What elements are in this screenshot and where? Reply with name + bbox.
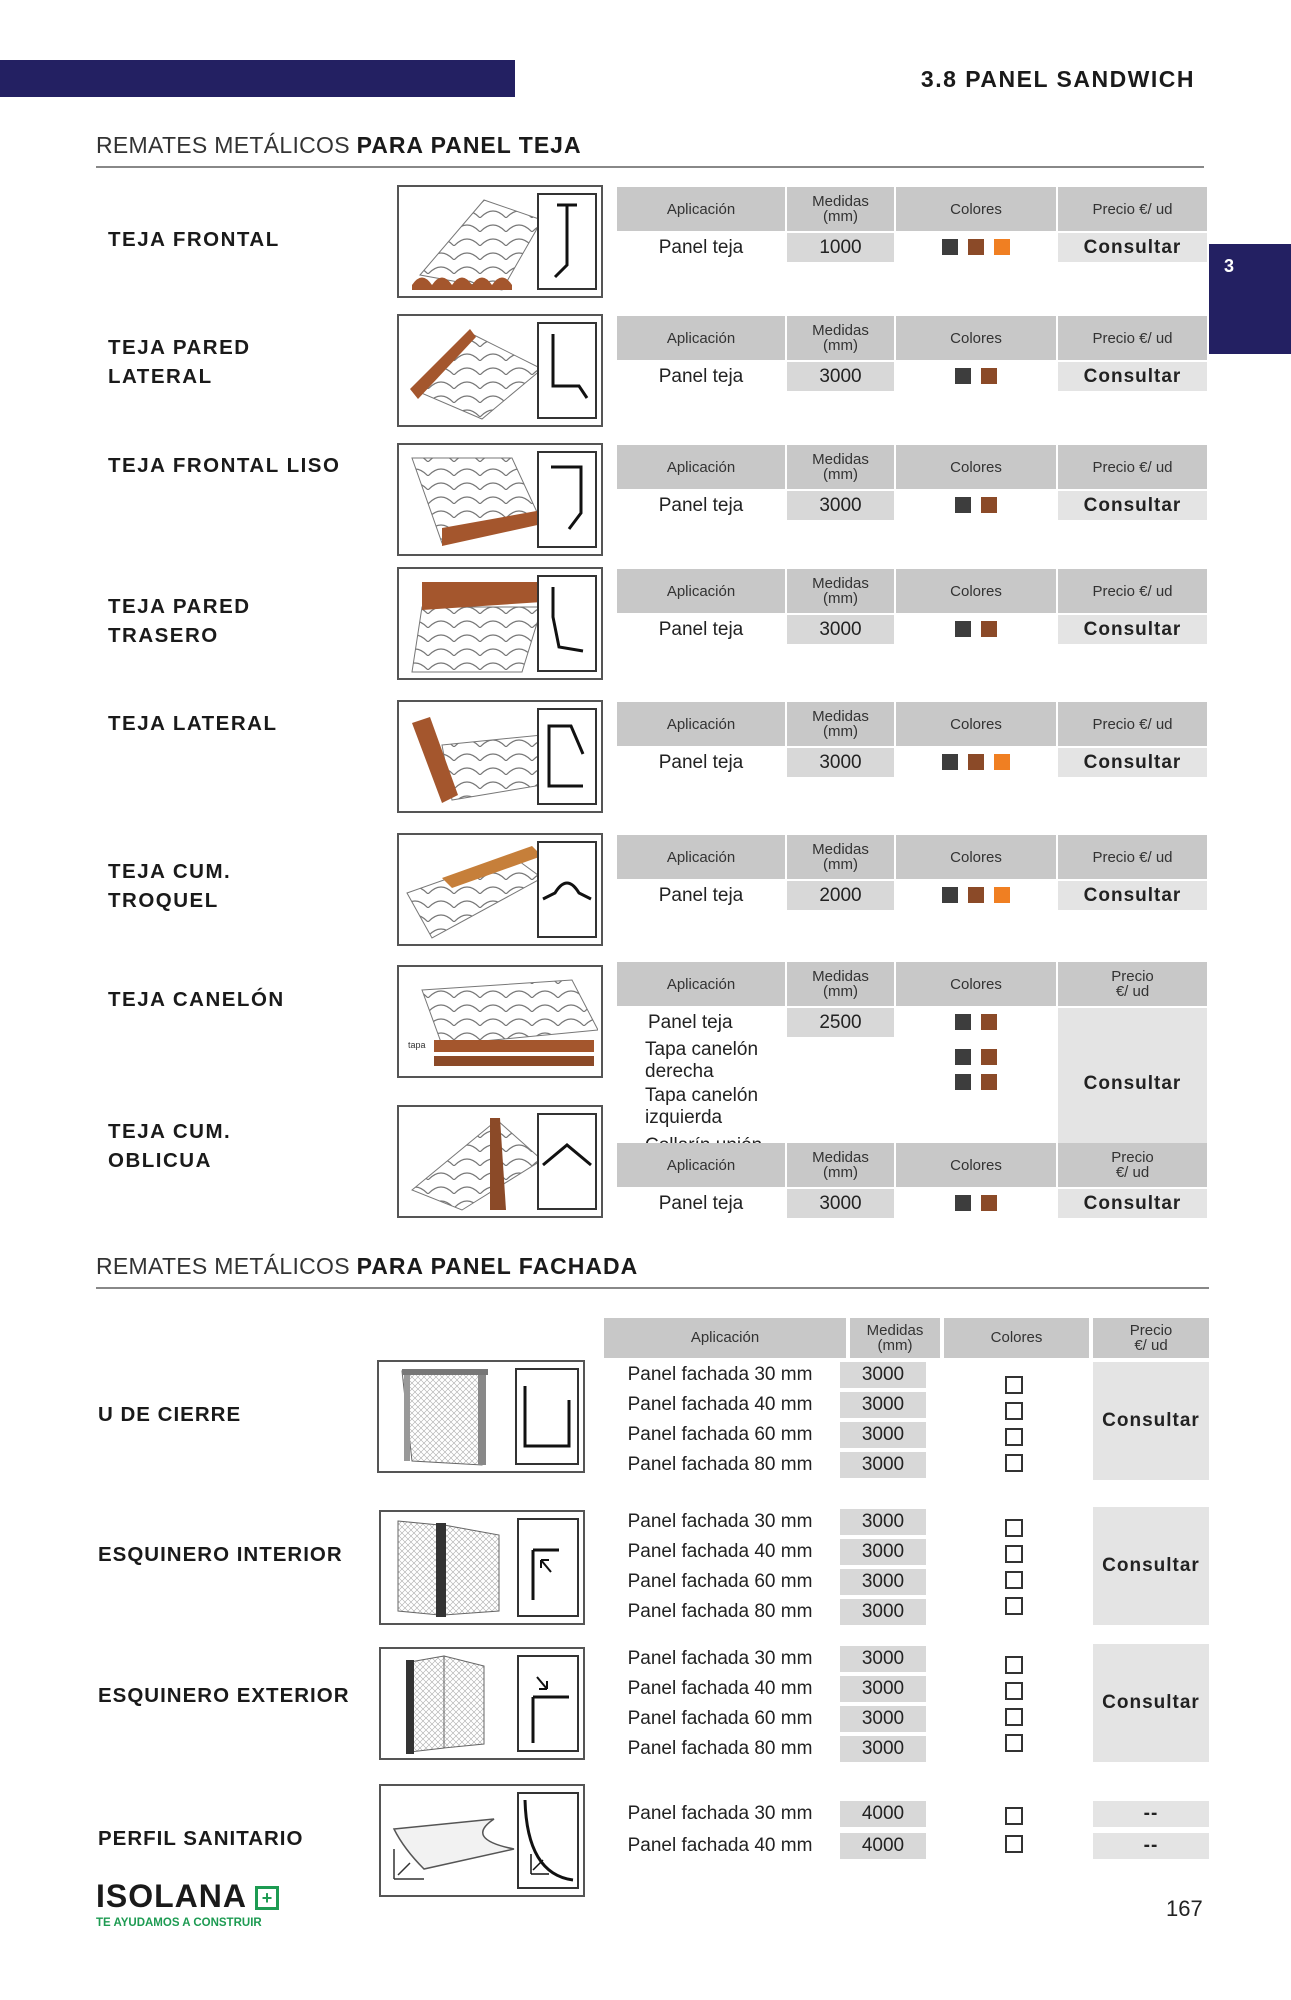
price-cell: Consultar xyxy=(1093,1644,1209,1762)
cell-aplicacion: Panel teja xyxy=(617,233,785,262)
teja-section-title: REMATES METÁLICOS PARA PANEL TEJA xyxy=(96,132,582,158)
white-color-swatch xyxy=(1005,1428,1023,1446)
swatch-dark xyxy=(955,1195,971,1211)
price-cell: Consultar xyxy=(1058,1008,1207,1160)
product-name: TEJA LATERAL xyxy=(108,712,278,735)
cell-medidas: 4000 xyxy=(840,1801,926,1827)
canalon-illustration xyxy=(402,970,598,1073)
fachada-rows xyxy=(604,1507,1209,1631)
tile-roof-illustration xyxy=(402,705,544,808)
cell-medidas: 3000 xyxy=(840,1736,926,1762)
cell-medidas: 2000 xyxy=(787,881,894,910)
fachada-rows xyxy=(604,1360,1209,1484)
cell-aplicacion: Panel teja xyxy=(617,1189,785,1218)
price-cell: Consultar xyxy=(1058,615,1207,644)
white-color-swatch xyxy=(1005,1454,1023,1472)
price-cell: Consultar xyxy=(1058,881,1207,910)
product-name: PERFIL SANITARIO xyxy=(98,1827,304,1850)
cell-aplicacion: Panel teja xyxy=(617,491,785,520)
product-name: ESQUINERO INTERIOR xyxy=(98,1543,343,1566)
cell-aplicacion: Panel fachada 40 mm xyxy=(627,1541,813,1562)
product-name: ESQUINERO EXTERIOR xyxy=(98,1684,350,1707)
col-medidas: Medidas (mm) xyxy=(787,187,894,231)
spec-table xyxy=(615,314,1209,393)
product-image xyxy=(397,314,603,427)
col-colores: Colores xyxy=(896,316,1056,360)
cell-aplicacion: Tapa canelón izquierda xyxy=(617,1085,785,1129)
fachada-rows xyxy=(604,1799,1209,1863)
color-swatches xyxy=(896,362,1056,391)
col-aplicacion: Aplicación xyxy=(617,569,785,613)
profile-section-icon xyxy=(539,1115,595,1210)
color-swatches xyxy=(896,233,1056,262)
profile-section-icon xyxy=(539,577,595,672)
col-aplicacion: Aplicación xyxy=(617,1143,785,1187)
col-precio: Precio €/ ud xyxy=(1058,835,1207,879)
cell-aplicacion: Panel teja xyxy=(617,615,785,644)
col-precio: Precio €/ ud xyxy=(1058,1143,1207,1187)
col-aplicacion: Aplicación xyxy=(617,962,785,1006)
cell-aplicacion: Panel teja xyxy=(617,362,785,391)
swatch-orange xyxy=(994,754,1010,770)
col-medidas: Medidas (mm) xyxy=(850,1318,940,1358)
cell-aplicacion: Tapa canelón derecha xyxy=(617,1039,785,1083)
product-image xyxy=(397,833,603,946)
product-image xyxy=(397,567,603,680)
white-color-swatch xyxy=(1005,1708,1023,1726)
product-image xyxy=(397,965,603,1078)
price-cell: Consultar xyxy=(1058,1189,1207,1218)
spec-table xyxy=(615,833,1209,912)
col-precio: Precio €/ ud xyxy=(1058,569,1207,613)
swatch-brown xyxy=(981,1049,997,1065)
white-color-swatch xyxy=(1005,1734,1023,1752)
spec-table-canelon xyxy=(615,960,1209,1162)
tile-roof-illustration xyxy=(402,319,544,422)
swatch-dark xyxy=(955,621,971,637)
product-name: TEJA CANELÓN xyxy=(108,988,285,1011)
cell-aplicacion: Panel fachada 40 mm xyxy=(627,1835,813,1856)
cell-medidas: 3000 xyxy=(840,1569,926,1595)
product-image xyxy=(379,1784,585,1897)
cell-medidas: 3000 xyxy=(787,615,894,644)
header-bar xyxy=(0,60,515,97)
profile-section-icon xyxy=(519,1520,577,1615)
col-medidas: Medidas (mm) xyxy=(787,1143,894,1187)
swatch-brown xyxy=(968,754,984,770)
swatch-dark xyxy=(942,887,958,903)
product-image xyxy=(397,185,603,298)
cell-medidas: 3000 xyxy=(787,748,894,777)
cell-medidas: 3000 xyxy=(840,1422,926,1448)
col-aplicacion: Aplicación xyxy=(617,316,785,360)
product-name: TEJA FRONTAL LISO xyxy=(108,454,341,477)
page-number: 167 xyxy=(1166,1896,1203,1921)
cell-aplicacion: Panel fachada 80 mm xyxy=(627,1738,813,1759)
product-image xyxy=(379,1647,585,1760)
cell-medidas: 3000 xyxy=(840,1539,926,1565)
cell-aplicacion: Panel fachada 30 mm xyxy=(627,1803,813,1824)
tile-roof-illustration xyxy=(402,190,544,293)
section-title: 3.8 PANEL SANDWICH xyxy=(920,66,1195,92)
col-colores: Colores xyxy=(896,835,1056,879)
col-aplicacion: Aplicación xyxy=(617,835,785,879)
col-precio: Precio €/ ud xyxy=(1058,702,1207,746)
col-precio: Precio €/ ud xyxy=(1058,187,1207,231)
cell-aplicacion: Panel fachada 40 mm xyxy=(627,1678,813,1699)
cell-aplicacion: Panel fachada 40 mm xyxy=(627,1394,813,1415)
swatch-brown xyxy=(981,621,997,637)
cell-aplicacion: Panel fachada 60 mm xyxy=(627,1708,813,1729)
facade-panel-illustration xyxy=(382,1365,512,1468)
spec-table xyxy=(615,567,1209,646)
cell-medidas: 3000 xyxy=(840,1362,926,1388)
facade-panel-illustration xyxy=(384,1652,514,1755)
cell-aplicacion: Panel fachada 60 mm xyxy=(627,1571,813,1592)
col-aplicacion: Aplicación xyxy=(617,702,785,746)
brand-logo: ISOLANA + TE AYUDAMOS A CONSTRUIR xyxy=(96,1878,279,1929)
product-name: TEJA PARED LATERAL xyxy=(108,336,251,388)
white-color-swatch xyxy=(1005,1835,1023,1853)
product-image xyxy=(377,1360,585,1473)
swatch-orange xyxy=(994,887,1010,903)
tile-roof-illustration xyxy=(402,838,544,941)
spec-table xyxy=(615,700,1209,779)
white-color-swatch xyxy=(1005,1571,1023,1589)
profile-section-icon xyxy=(539,195,595,290)
swatch-brown xyxy=(968,887,984,903)
price-cell: Consultar xyxy=(1093,1507,1209,1625)
swatch-brown xyxy=(981,1014,997,1030)
swatch-dark xyxy=(955,1014,971,1030)
col-aplicacion: Aplicación xyxy=(617,445,785,489)
cell-aplicacion: Panel fachada 30 mm xyxy=(627,1511,813,1532)
col-medidas: Medidas (mm) xyxy=(787,835,894,879)
col-medidas: Medidas (mm) xyxy=(787,962,894,1006)
swatch-brown xyxy=(981,1074,997,1090)
tile-roof-illustration xyxy=(402,448,544,551)
plus-icon: + xyxy=(255,1886,279,1910)
col-precio: Precio €/ ud xyxy=(1058,445,1207,489)
product-image xyxy=(397,700,603,813)
swatch-brown xyxy=(981,1195,997,1211)
product-name: TEJA CUM. TROQUEL xyxy=(108,860,232,912)
cell-medidas: 3000 xyxy=(787,491,894,520)
profile-section-icon xyxy=(539,843,595,938)
profile-section-icon xyxy=(539,710,595,805)
tile-roof-illustration xyxy=(402,572,544,675)
profile-section-icon xyxy=(519,1794,577,1889)
white-color-swatch xyxy=(1005,1597,1023,1615)
fachada-section-rule xyxy=(96,1287,1209,1289)
color-swatches xyxy=(896,1189,1056,1218)
cell-medidas: 2500 xyxy=(787,1008,894,1037)
cell-aplicacion: Panel teja xyxy=(617,881,785,910)
swatch-brown xyxy=(968,239,984,255)
color-swatches xyxy=(896,1008,1056,1160)
color-swatches xyxy=(896,615,1056,644)
col-aplicacion: Aplicación xyxy=(617,187,785,231)
cell-aplicacion: Panel fachada 80 mm xyxy=(627,1454,813,1475)
white-color-swatch xyxy=(1005,1545,1023,1563)
sanitary-profile-illustration xyxy=(384,1789,519,1892)
cell-aplicacion: Panel fachada 30 mm xyxy=(627,1364,813,1385)
profile-section-icon xyxy=(517,1370,577,1465)
profile-section-icon xyxy=(539,324,595,419)
product-name: TEJA CUM. OBLICUA xyxy=(108,1120,232,1172)
col-medidas: Medidas (mm) xyxy=(787,316,894,360)
col-aplicacion: Aplicación xyxy=(604,1318,846,1358)
tapa-label: tapa xyxy=(408,1040,426,1050)
color-swatches xyxy=(896,881,1056,910)
cell-medidas: 3000 xyxy=(787,362,894,391)
cell-medidas: 3000 xyxy=(787,1189,894,1218)
cell-medidas: 3000 xyxy=(840,1676,926,1702)
swatch-dark xyxy=(942,754,958,770)
cell-medidas: 4000 xyxy=(840,1833,926,1859)
chapter-tab: 3 xyxy=(1209,244,1291,354)
col-colores: Colores xyxy=(896,702,1056,746)
white-color-swatch xyxy=(1005,1807,1023,1825)
fachada-section-title: REMATES METÁLICOS PARA PANEL FACHADA xyxy=(96,1253,639,1279)
white-color-swatch xyxy=(1005,1376,1023,1394)
col-precio: Precio €/ ud xyxy=(1093,1318,1209,1358)
cell-medidas: 3000 xyxy=(840,1452,926,1478)
cell-aplicacion: Panel fachada 60 mm xyxy=(627,1424,813,1445)
product-name: TEJA PARED TRASERO xyxy=(108,595,251,647)
cell-medidas: 3000 xyxy=(840,1599,926,1625)
price-cell: Consultar xyxy=(1058,362,1207,391)
product-name: U DE CIERRE xyxy=(98,1403,242,1426)
swatch-dark xyxy=(942,239,958,255)
price-cell: Consultar xyxy=(1058,233,1207,262)
swatch-dark xyxy=(955,497,971,513)
color-swatches xyxy=(896,491,1056,520)
col-colores: Colores xyxy=(896,1143,1056,1187)
swatch-dark xyxy=(955,1074,971,1090)
white-color-swatch xyxy=(1005,1656,1023,1674)
col-colores: Colores xyxy=(896,445,1056,489)
cell-medidas: 3000 xyxy=(840,1706,926,1732)
product-image xyxy=(397,443,603,556)
col-colores: Colores xyxy=(944,1318,1089,1358)
product-image xyxy=(379,1510,585,1625)
cell-medidas: 1000 xyxy=(787,233,894,262)
col-medidas: Medidas (mm) xyxy=(787,445,894,489)
col-precio: Precio €/ ud xyxy=(1058,316,1207,360)
price-cell: Consultar xyxy=(1058,748,1207,777)
swatch-brown xyxy=(981,368,997,384)
spec-table xyxy=(615,1141,1209,1220)
cell-medidas: 3000 xyxy=(840,1392,926,1418)
swatch-dark xyxy=(955,1049,971,1065)
col-colores: Colores xyxy=(896,569,1056,613)
cell-aplicacion: Panel fachada 30 mm xyxy=(627,1648,813,1669)
fachada-rows xyxy=(604,1644,1209,1768)
brand-tagline: TE AYUDAMOS A CONSTRUIR xyxy=(96,1917,262,1929)
cell-medidas: 3000 xyxy=(840,1646,926,1672)
price-cell: Consultar xyxy=(1058,491,1207,520)
white-color-swatch xyxy=(1005,1682,1023,1700)
cell-aplicacion: Panel fachada 80 mm xyxy=(627,1601,813,1622)
fachada-table-header xyxy=(604,1318,1209,1362)
spec-table xyxy=(615,443,1209,522)
white-color-swatch xyxy=(1005,1519,1023,1537)
profile-section-icon xyxy=(539,453,595,548)
col-medidas: Medidas (mm) xyxy=(787,569,894,613)
color-swatches xyxy=(896,748,1056,777)
swatch-brown xyxy=(981,497,997,513)
swatch-orange xyxy=(994,239,1010,255)
tile-roof-illustration xyxy=(402,1110,544,1213)
profile-section-icon xyxy=(519,1657,577,1752)
price-cell: Consultar xyxy=(1093,1362,1209,1480)
cell-aplicacion: Panel teja xyxy=(617,1008,785,1037)
price-cell: -- xyxy=(1093,1801,1209,1827)
facade-panel-illustration xyxy=(384,1515,514,1618)
cell-medidas: 3000 xyxy=(840,1509,926,1535)
price-cell: -- xyxy=(1093,1833,1209,1859)
col-colores: Colores xyxy=(896,962,1056,1006)
col-colores: Colores xyxy=(896,187,1056,231)
product-name: TEJA FRONTAL xyxy=(108,228,280,251)
teja-section-rule xyxy=(96,166,1204,168)
white-color-swatch xyxy=(1005,1402,1023,1420)
cell-aplicacion: Panel teja xyxy=(617,748,785,777)
product-image xyxy=(397,1105,603,1218)
swatch-dark xyxy=(955,368,971,384)
col-precio: Precio €/ ud xyxy=(1058,962,1207,1006)
col-medidas: Medidas (mm) xyxy=(787,702,894,746)
spec-table xyxy=(615,185,1209,264)
